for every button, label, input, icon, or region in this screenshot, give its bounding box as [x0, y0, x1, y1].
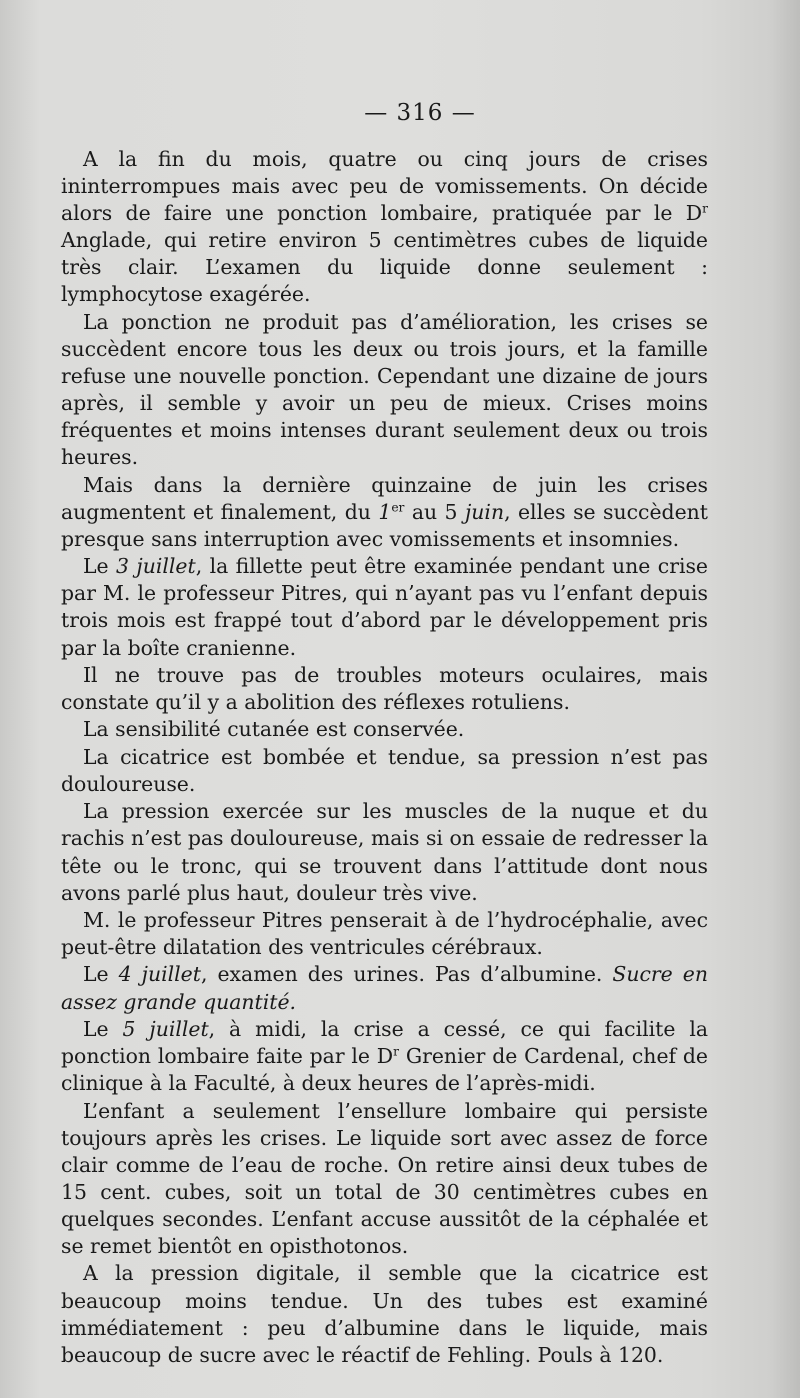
paragraph — [61, 146, 708, 309]
paragraph — [61, 716, 708, 743]
italic-text: Sucre en assez grande quantité. — [61, 962, 708, 1014]
paragraph — [61, 744, 708, 798]
paragraph — [61, 472, 708, 553]
text-run: Le — [83, 554, 117, 579]
italic-text: 3 juillet — [116, 554, 196, 579]
superscript: er — [391, 500, 405, 515]
text-run: A la fin du mois, quatre ou cinq jours de crises ininterrompues mais avec peu de vomissements. On décide alors de faire une ponction lombaire, pratiquée par le D — [61, 147, 708, 226]
paragraph — [61, 907, 708, 961]
text-run: M. le professeur Pitres penserait à de l’hydrocéphalie, avec peut-être dilatation des ventricules cérébraux. — [61, 908, 708, 960]
page-number: — 316 — — [364, 100, 476, 126]
paragraph — [61, 798, 708, 906]
text-run: Le — [83, 1016, 123, 1041]
body-text — [61, 146, 708, 1369]
text-run: , à midi, la crise a cessé, ce qui facilite la ponction lombaire faite par le D — [61, 1016, 708, 1069]
paragraph — [61, 309, 708, 472]
paragraph — [61, 662, 708, 716]
text-run: , examen des urines. Pas d’albumine. — [200, 962, 613, 987]
text-run: au 5 — [404, 499, 465, 524]
superscript: r — [702, 201, 708, 216]
italic-text: 4 juillet — [118, 962, 201, 987]
paragraph — [61, 553, 708, 661]
text-run: La ponction ne produit pas d’amélioration, les crises se succèdent encore tous les deux ou trois jours, et la famille refuse une nouvelle ponction. Cependant une dizaine de jours après, il semble y avoir un peu de mieux. Crises moins fréquentes et moins intenses durant seulement deux ou trois heures. — [61, 309, 708, 470]
text-run: , la fillette peut être examinée pendant une crise par M. le professeur Pitres, qui n’ayant pas vu l’enfant depuis trois mois est frappé tout d’abord par le développement pris par la boîte cranienne. — [61, 554, 709, 660]
text-run: La sensibilité cutanée est conservée. — [83, 717, 465, 742]
text-run: Anglade, qui retire environ 5 centimètres cubes de liquide très clair. L’examen du liquide donne seulement : lymphocytose exagérée. — [61, 228, 708, 307]
paragraph — [61, 1260, 708, 1368]
text-run: A la pression digitale, il semble que la cicatrice est beaucoup moins tendue. Un des tubes est examiné immédiatement : peu d’albumine dans le liquide, mais beaucoup de sucre avec le réactif de Fehling. Pouls à 120. — [61, 1261, 708, 1367]
text-run: La cicatrice est bombée et tendue, sa pression n’est pas douloureuse. — [61, 744, 708, 796]
text-run: Grenier de Cardenal, chef de clinique à la Faculté, à deux heures de l’après-midi. — [61, 1044, 708, 1096]
paragraph — [61, 961, 708, 1015]
text-run: L’enfant a seulement l’ensellure lombaire qui persiste toujours après les crises. Le liquide sort avec assez de force clair comme de l’eau de roche. On retire ainsi deux tubes de 15 cent. cubes, soit un total de 30 centimètres cubes en quelques secondes. L’enfant accuse aussitôt de la céphalée et se remet bientôt en opisthotonos. — [61, 1098, 708, 1259]
text-run: Il ne trouve pas de troubles moteurs oculaires, mais constate qu’il y a abolition des réflexes rotuliens. — [61, 662, 708, 715]
paragraph — [61, 1016, 708, 1097]
text-run: La pression exercée sur les muscles de la nuque et du rachis n’est pas douloureuse, mais si on essaie de redresser la tête ou le tronc, qui se trouvent dans l’attitude dont nous avons parlé plus haut, douleur très vive. — [61, 799, 708, 905]
paragraph — [61, 1098, 708, 1261]
italic-text: 1 — [378, 499, 392, 524]
superscript: r — [393, 1044, 400, 1059]
italic-text: juin — [464, 499, 505, 524]
text-run: , elles se succèdent presque sans interruption avec vomissements et insomnies. — [61, 499, 708, 551]
text-run: Le — [83, 962, 119, 987]
italic-text: 5 juillet — [122, 1016, 209, 1041]
text-run: Mais dans la dernière quinzaine de juin les crises augmentent et finalement, du — [61, 472, 708, 524]
